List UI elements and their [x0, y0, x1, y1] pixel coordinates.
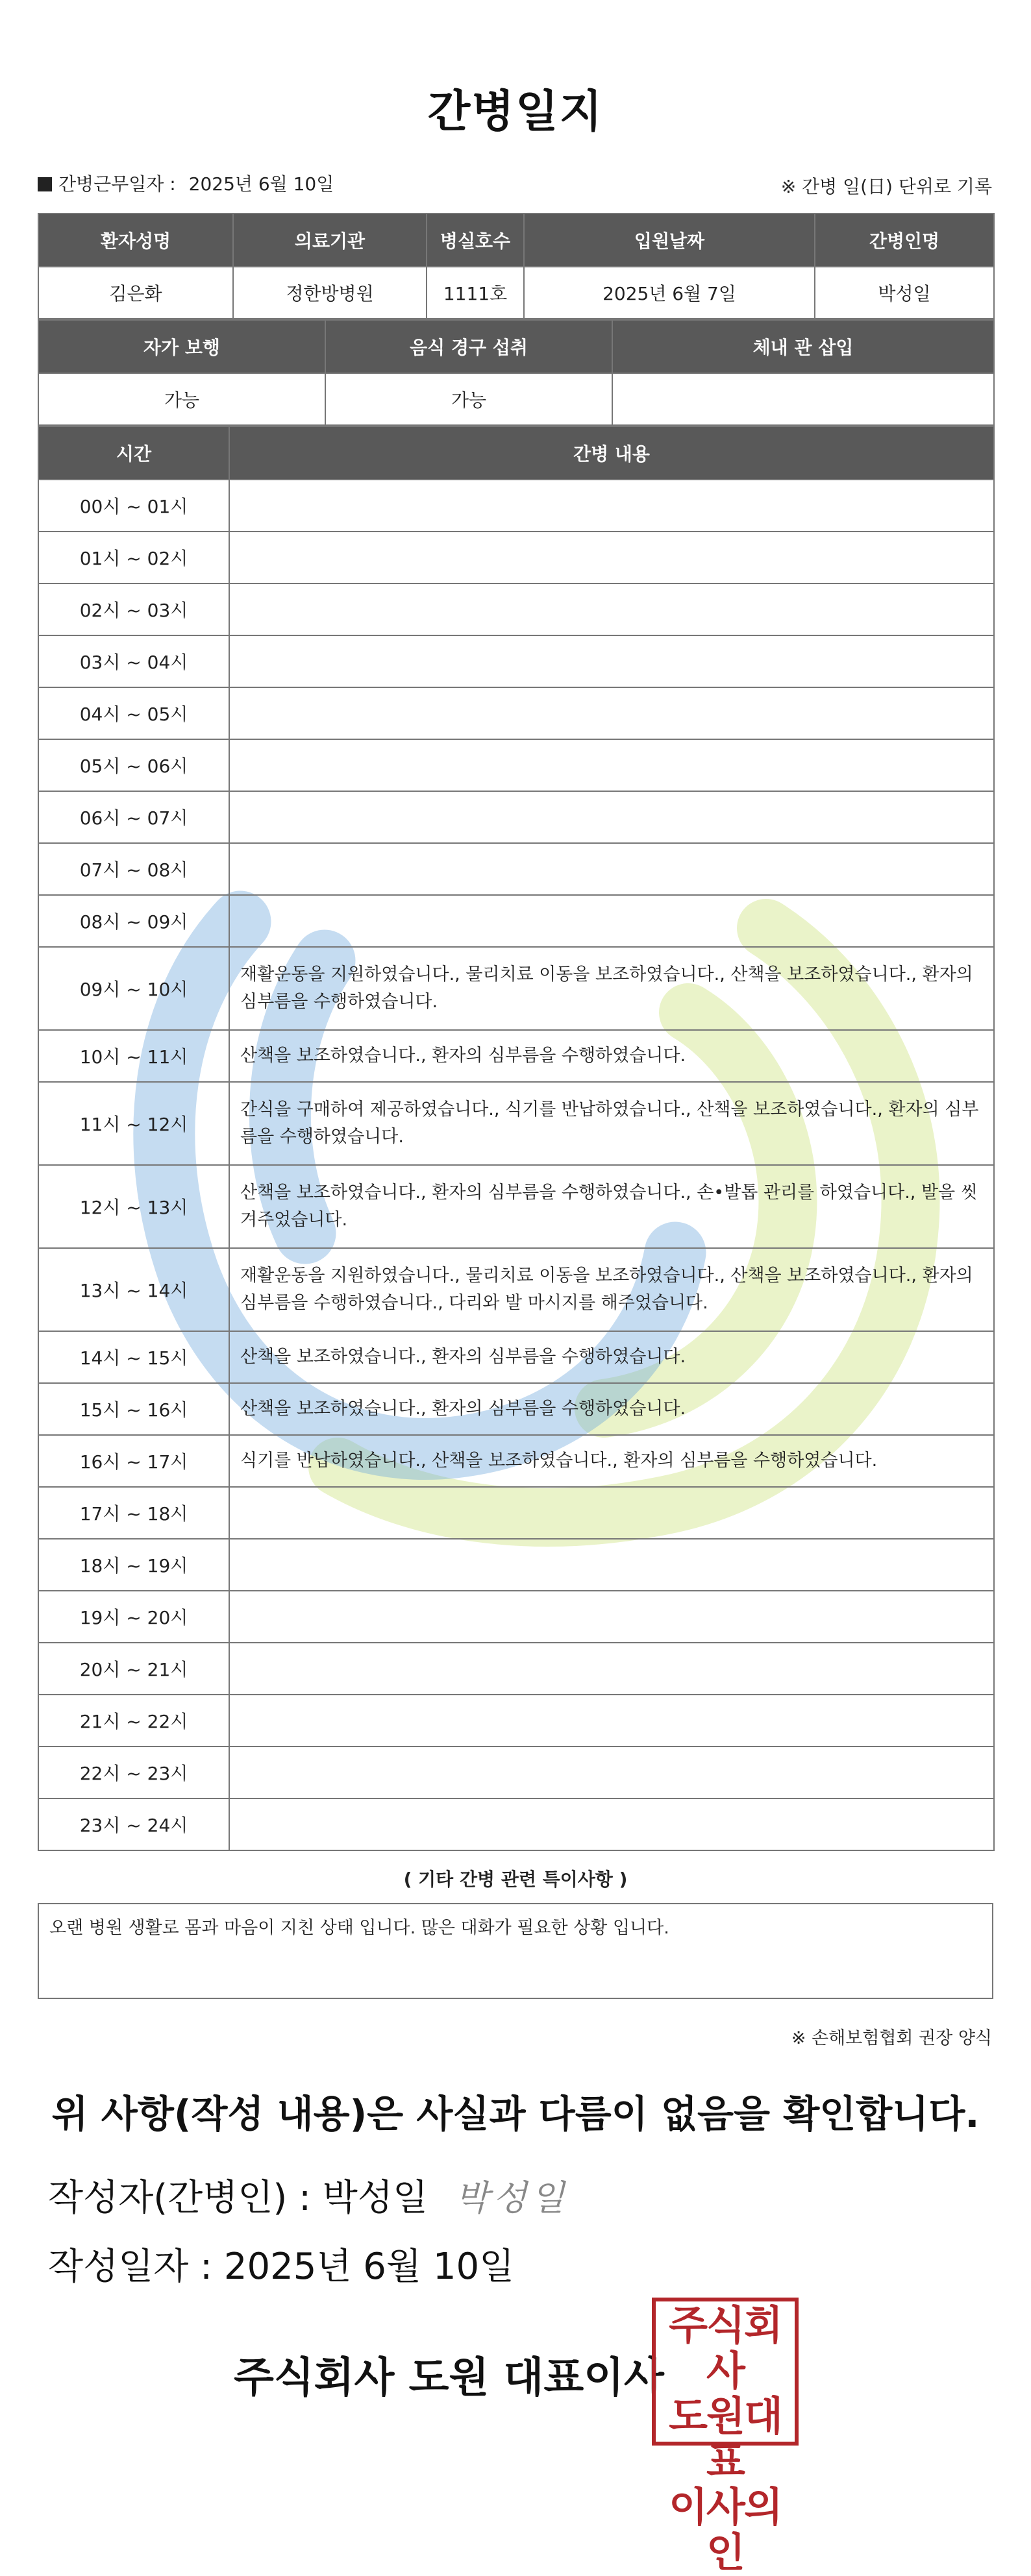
- work-date-label: 간병근무일자 :: [58, 173, 176, 195]
- care-content: 재활운동을 지원하였습니다., 물리치료 이동을 보조하였습니다., 산책을 보조하였습니다., 환자의 심부름을 수행하였습니다., 다리와 발 마시지를 해주었습니다.: [229, 1248, 994, 1331]
- table-row: [38, 895, 994, 947]
- time-slot: 05시 ~ 06시: [38, 739, 229, 791]
- time-slot: 11시 ~ 12시: [38, 1082, 229, 1165]
- header-admission-date: 입원날짜: [524, 214, 815, 267]
- table-row: [38, 1030, 994, 1082]
- table-row: [38, 1383, 994, 1435]
- table-row: [38, 1487, 994, 1539]
- care-content: [229, 1798, 994, 1850]
- time-slot: 02시 ~ 03시: [38, 583, 229, 635]
- patient-name: 김은화: [38, 267, 233, 319]
- care-content: [229, 1643, 994, 1695]
- care-content: [229, 635, 994, 687]
- patient-header-row: [38, 214, 994, 267]
- caregiver-name: 박성일: [815, 267, 994, 319]
- care-content: 산책을 보조하였습니다., 환자의 심부름을 수행하였습니다.: [229, 1331, 994, 1383]
- time-slot: 23시 ~ 24시: [38, 1798, 229, 1850]
- special-notes-box: 오랜 병원 생활로 몸과 마음이 지친 상태 입니다. 많은 대화가 필요한 상황 입니다.: [38, 1903, 993, 1999]
- table-row: [38, 1165, 994, 1248]
- handwritten-signature: 박성일: [454, 2177, 569, 2218]
- table-row: [38, 739, 994, 791]
- self-walking-value: 가능: [38, 373, 325, 425]
- header-caregiver-name: 간병인명: [815, 214, 994, 267]
- ability-value-row: [38, 373, 994, 425]
- table-row: [38, 1747, 994, 1798]
- table-row: [38, 1082, 994, 1165]
- table-row: [38, 1248, 994, 1331]
- room-number: 1111호: [427, 267, 524, 319]
- table-row: [38, 583, 994, 635]
- time-slot: 17시 ~ 18시: [38, 1487, 229, 1539]
- care-content: [229, 1591, 994, 1643]
- table-row: [38, 1695, 994, 1747]
- table-row: [38, 947, 994, 1030]
- header-hospital: 의료기관: [233, 214, 427, 267]
- document-title: 간병일지: [427, 86, 604, 138]
- oral-intake-value: 가능: [325, 373, 612, 425]
- time-slot: 20시 ~ 21시: [38, 1643, 229, 1695]
- care-content: [229, 583, 994, 635]
- time-slot: 06시 ~ 07시: [38, 791, 229, 843]
- time-slot: 08시 ~ 09시: [38, 895, 229, 947]
- time-slot: 04시 ~ 05시: [38, 687, 229, 739]
- patient-ability-table: [38, 319, 995, 426]
- care-content: [229, 895, 994, 947]
- care-content: [229, 1747, 994, 1798]
- table-row: [38, 532, 994, 583]
- patient-info-table: [38, 213, 995, 319]
- time-slot: 00시 ~ 01시: [38, 480, 229, 532]
- time-slot: 19시 ~ 20시: [38, 1591, 229, 1643]
- seal-row: 주식회사: [669, 2301, 782, 2394]
- header-oral-intake: 음식 경구 섭취: [325, 320, 612, 373]
- table-row: [38, 1643, 994, 1695]
- header-room: 병실호수: [427, 214, 524, 267]
- care-content: 재활운동을 지원하였습니다., 물리치료 이동을 보조하였습니다., 산책을 보조하였습니다., 환자의 심부름을 수행하였습니다.: [229, 947, 994, 1030]
- care-content: [229, 1539, 994, 1591]
- time-slot: 03시 ~ 04시: [38, 635, 229, 687]
- header-tube-insertion: 체내 관 삽입: [612, 320, 994, 373]
- time-slot: 14시 ~ 15시: [38, 1331, 229, 1383]
- seal-row: 이사의인: [669, 2483, 782, 2576]
- work-date-line: [38, 170, 334, 196]
- time-slot: 13시 ~ 14시: [38, 1248, 229, 1331]
- header-care-content: 간병 내용: [229, 426, 994, 480]
- time-slot: 09시 ~ 10시: [38, 947, 229, 1030]
- care-content: [229, 687, 994, 739]
- seal-row: 도원대표: [669, 2392, 782, 2485]
- time-slot: 15시 ~ 16시: [38, 1383, 229, 1435]
- writer-name: 박성일: [322, 2177, 429, 2219]
- square-bullet-icon: [38, 177, 52, 191]
- table-row: [38, 480, 994, 532]
- care-content: [229, 1695, 994, 1747]
- table-row: [38, 843, 994, 895]
- confirmation-statement: 위 사항(작성 내용)은 사실과 다름이 없음을 확인합니다.: [51, 2092, 980, 2136]
- care-content: 간식을 구매하여 제공하였습니다., 식기를 반납하였습니다., 산책을 보조하였습니다., 환자의 심부름을 수행하였습니다.: [229, 1082, 994, 1165]
- company-seal-stamp: [652, 2298, 799, 2576]
- table-row: [38, 1331, 994, 1383]
- care-content: [229, 532, 994, 583]
- table-row: [38, 1591, 994, 1643]
- ability-header-row: [38, 320, 994, 373]
- time-slot: 18시 ~ 19시: [38, 1539, 229, 1591]
- log-header-row: [38, 426, 994, 480]
- patient-value-row: [38, 267, 994, 319]
- care-content: [229, 843, 994, 895]
- work-date-value: 2025년 6월 10일: [188, 173, 334, 195]
- special-notes-title: ( 기타 간병 관련 특이사항 ): [403, 1869, 628, 1890]
- unit-note: ※ 간병 일(日) 단위로 기록: [780, 176, 992, 197]
- table-row: [38, 1435, 994, 1487]
- table-row: [38, 635, 994, 687]
- header-patient-name: 환자성명: [38, 214, 233, 267]
- company-representative: 주식회사 도원 대표이사: [234, 2354, 664, 2402]
- write-date-line: [48, 2238, 514, 2290]
- time-slot: 10시 ~ 11시: [38, 1030, 229, 1082]
- time-slot: 22시 ~ 23시: [38, 1747, 229, 1798]
- time-slot: 07시 ~ 08시: [38, 843, 229, 895]
- table-row: [38, 791, 994, 843]
- time-slot: 16시 ~ 17시: [38, 1435, 229, 1487]
- care-content: 산책을 보조하였습니다., 환자의 심부름을 수행하였습니다.: [229, 1383, 994, 1435]
- writer-label: 작성자(간병인) :: [48, 2177, 311, 2219]
- tube-insertion-value: [612, 373, 994, 425]
- care-content: 산책을 보조하였습니다., 환자의 심부름을 수행하였습니다., 손•발톱 관리를 하였습니다., 발을 씻겨주었습니다.: [229, 1165, 994, 1248]
- care-log-table: [38, 426, 995, 1851]
- recommend-note: ※ 손해보험협회 권장 양식: [791, 2028, 992, 2048]
- time-slot: 12시 ~ 13시: [38, 1165, 229, 1248]
- table-row: [38, 1798, 994, 1850]
- writer-line: [48, 2169, 568, 2221]
- care-content: 산책을 보조하였습니다., 환자의 심부름을 수행하였습니다.: [229, 1030, 994, 1082]
- admission-date: 2025년 6월 7일: [524, 267, 815, 319]
- table-row: [38, 687, 994, 739]
- time-slot: 01시 ~ 02시: [38, 532, 229, 583]
- care-content: 식기를 반납하였습니다., 산책을 보조하였습니다., 환자의 심부름을 수행하였습니다.: [229, 1435, 994, 1487]
- hospital-name: 정한방병원: [233, 267, 427, 319]
- care-content: [229, 1487, 994, 1539]
- care-content: [229, 739, 994, 791]
- write-date-label: 작성일자 :: [48, 2246, 213, 2288]
- time-slot: 21시 ~ 22시: [38, 1695, 229, 1747]
- header-self-walking: 자가 보행: [38, 320, 325, 373]
- care-content: [229, 480, 994, 532]
- table-row: [38, 1539, 994, 1591]
- care-content: [229, 791, 994, 843]
- header-time: 시간: [38, 426, 229, 480]
- write-date-value: 2025년 6월 10일: [223, 2246, 515, 2288]
